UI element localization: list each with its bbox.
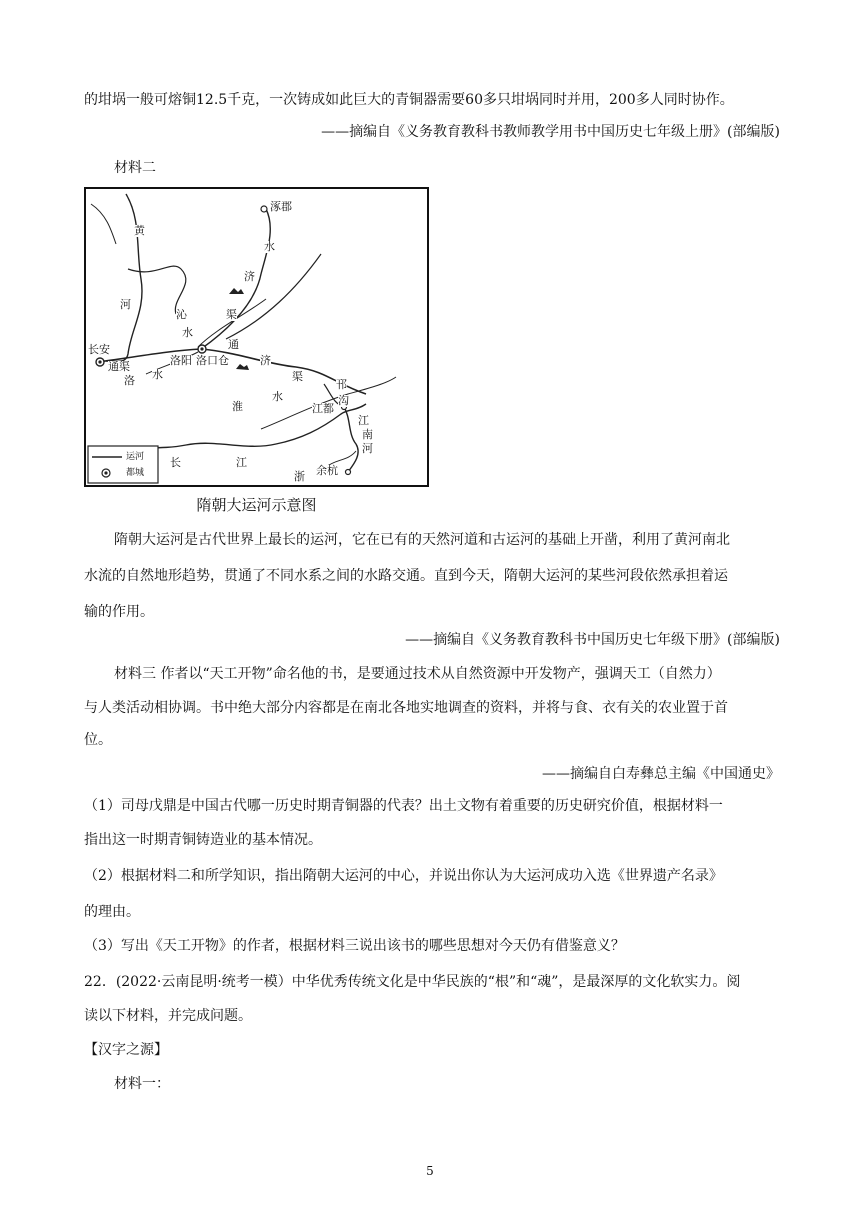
map-label-gou: 沟 [338,394,349,407]
upper-river [91,204,116,244]
map-label-luoyang: 洛阳 [170,354,192,367]
map-caption: 隋朝大运河示意图 [196,496,317,514]
map-label-qu-1: 渠 [226,308,237,321]
map-label-han: 邗 [336,378,347,391]
map-label-huang: 黄 [134,224,145,237]
legend-label-capital: 都城 [126,468,145,478]
question-22: 22．(2022·云南昆明·统考一模）中华优秀传统文化是中华民族的“根”和“魂”，是最深厚的文化软实力。阅 [84,974,741,990]
river-branch [128,266,186,314]
question-2-cont: 的理由。 [84,904,140,920]
map-label-zhuojun: 涿郡 [270,200,292,213]
yongji-canal [201,209,270,349]
jiangnan-canal [344,407,358,472]
map-label-tongqu: 通渠 [108,360,130,373]
map-label-he-2: 河 [362,442,373,455]
map-label-shui-3: 水 [152,368,163,381]
map-label-qu-2: 渠 [292,370,303,383]
yuhang-city-marker [346,470,351,475]
map-label-shui-2: 水 [182,326,193,339]
legend-label-canal: 运河 [126,452,145,462]
map-label-jiang-2: 江 [236,456,247,469]
map-label-chang: 长 [170,456,181,469]
lake-mark [236,364,249,370]
map-label-he: 河 [120,298,131,311]
material-heading: 材料一： [114,1076,170,1092]
map-label-shui-4: 水 [272,390,283,403]
map-label-jiang-1: 江 [358,414,369,427]
paragraph-line: 位。 [84,732,112,748]
map-label-tong: 通 [228,338,239,351]
paragraph-line: 的坩埚一般可熔铜12.5千克，一次铸成如此巨大的青铜器需要60多只坩埚同时并用，200多人同时协作。 [84,92,734,108]
map-label-nan: 南 [362,428,373,441]
page-number: 5 [426,1164,434,1178]
section-heading: 【汉字之源】 [84,1042,168,1058]
ji-river [226,254,321,339]
material-heading: 材料二 [114,160,156,176]
zhuojun-city-marker [261,206,267,212]
paragraph-line: 输的作用。 [84,604,154,620]
source-citation: ——摘编自《义务教育教科书教师教学用书中国历史七年级上册》(部编版) [321,124,780,140]
question-2: （2）根据材料二和所学知识，指出隋朝大运河的中心，并说出你认为大运河成功入选《世界遗产名录》 [84,868,723,884]
map-label-ji-1: 济 [244,270,255,283]
legend-box [88,446,158,483]
map-label-jiangdu: 江都 [312,402,334,415]
question-1-cont: 指出这一时期青铜铸造业的基本情况。 [84,832,322,848]
map-label-shui-1: 水 [264,240,275,253]
source-citation: ——摘编自《义务教育教科书中国历史七年级下册》(部编版) [405,632,780,648]
question-22-cont: 读以下材料，并完成问题。 [84,1008,252,1024]
map-label-luo: 洛 [124,374,135,387]
canal-map-figure [84,187,434,517]
map-label-changan: 长安 [88,343,110,356]
map-label-yuhang: 余杭 [316,464,338,477]
question-3: （3）写出《天工开物》的作者，根据材料三说出该书的哪些思想对今天仍有借鉴意义？ [84,938,625,954]
map-label-luokoucang: 洛口仓 [196,354,229,367]
paragraph-line: 水流的自然地形趋势，贯通了不同水系之间的水路交通。直到今天，隋朝大运河的某些河段依然承担着运 [84,568,728,584]
map-label-zhe: 浙 [294,470,305,483]
question-1: （1）司母戊鼎是中国古代哪一历史时期青铜器的代表？出土文物有着重要的历史研究价值，根据材料一 [84,798,723,814]
map-label-qin: 沁 [176,308,187,321]
paragraph-line: 隋朝大运河是古代世界上最长的运河，它在已有的天然河道和古运河的基础上开凿，利用了黄河南北 [114,532,730,548]
source-citation: ——摘编自白寿彝总主编《中国通史》 [542,766,780,782]
yellow-river [106,194,142,361]
map-label-huai: 淮 [232,400,243,413]
map-label-ji-2: 济 [260,354,271,367]
paragraph-line: 与人类活动相协调。书中绝大部分内容都是在南北各地实地调查的资料，并将与食、衣有关的农业置于首 [84,700,728,716]
canal-map [84,187,429,487]
paragraph-line: 材料三 作者以“天工开物”命名他的书，是要通过技术从自然资源中开发物产，强调天工（自然力） [114,666,721,682]
lake-mark [229,288,244,294]
